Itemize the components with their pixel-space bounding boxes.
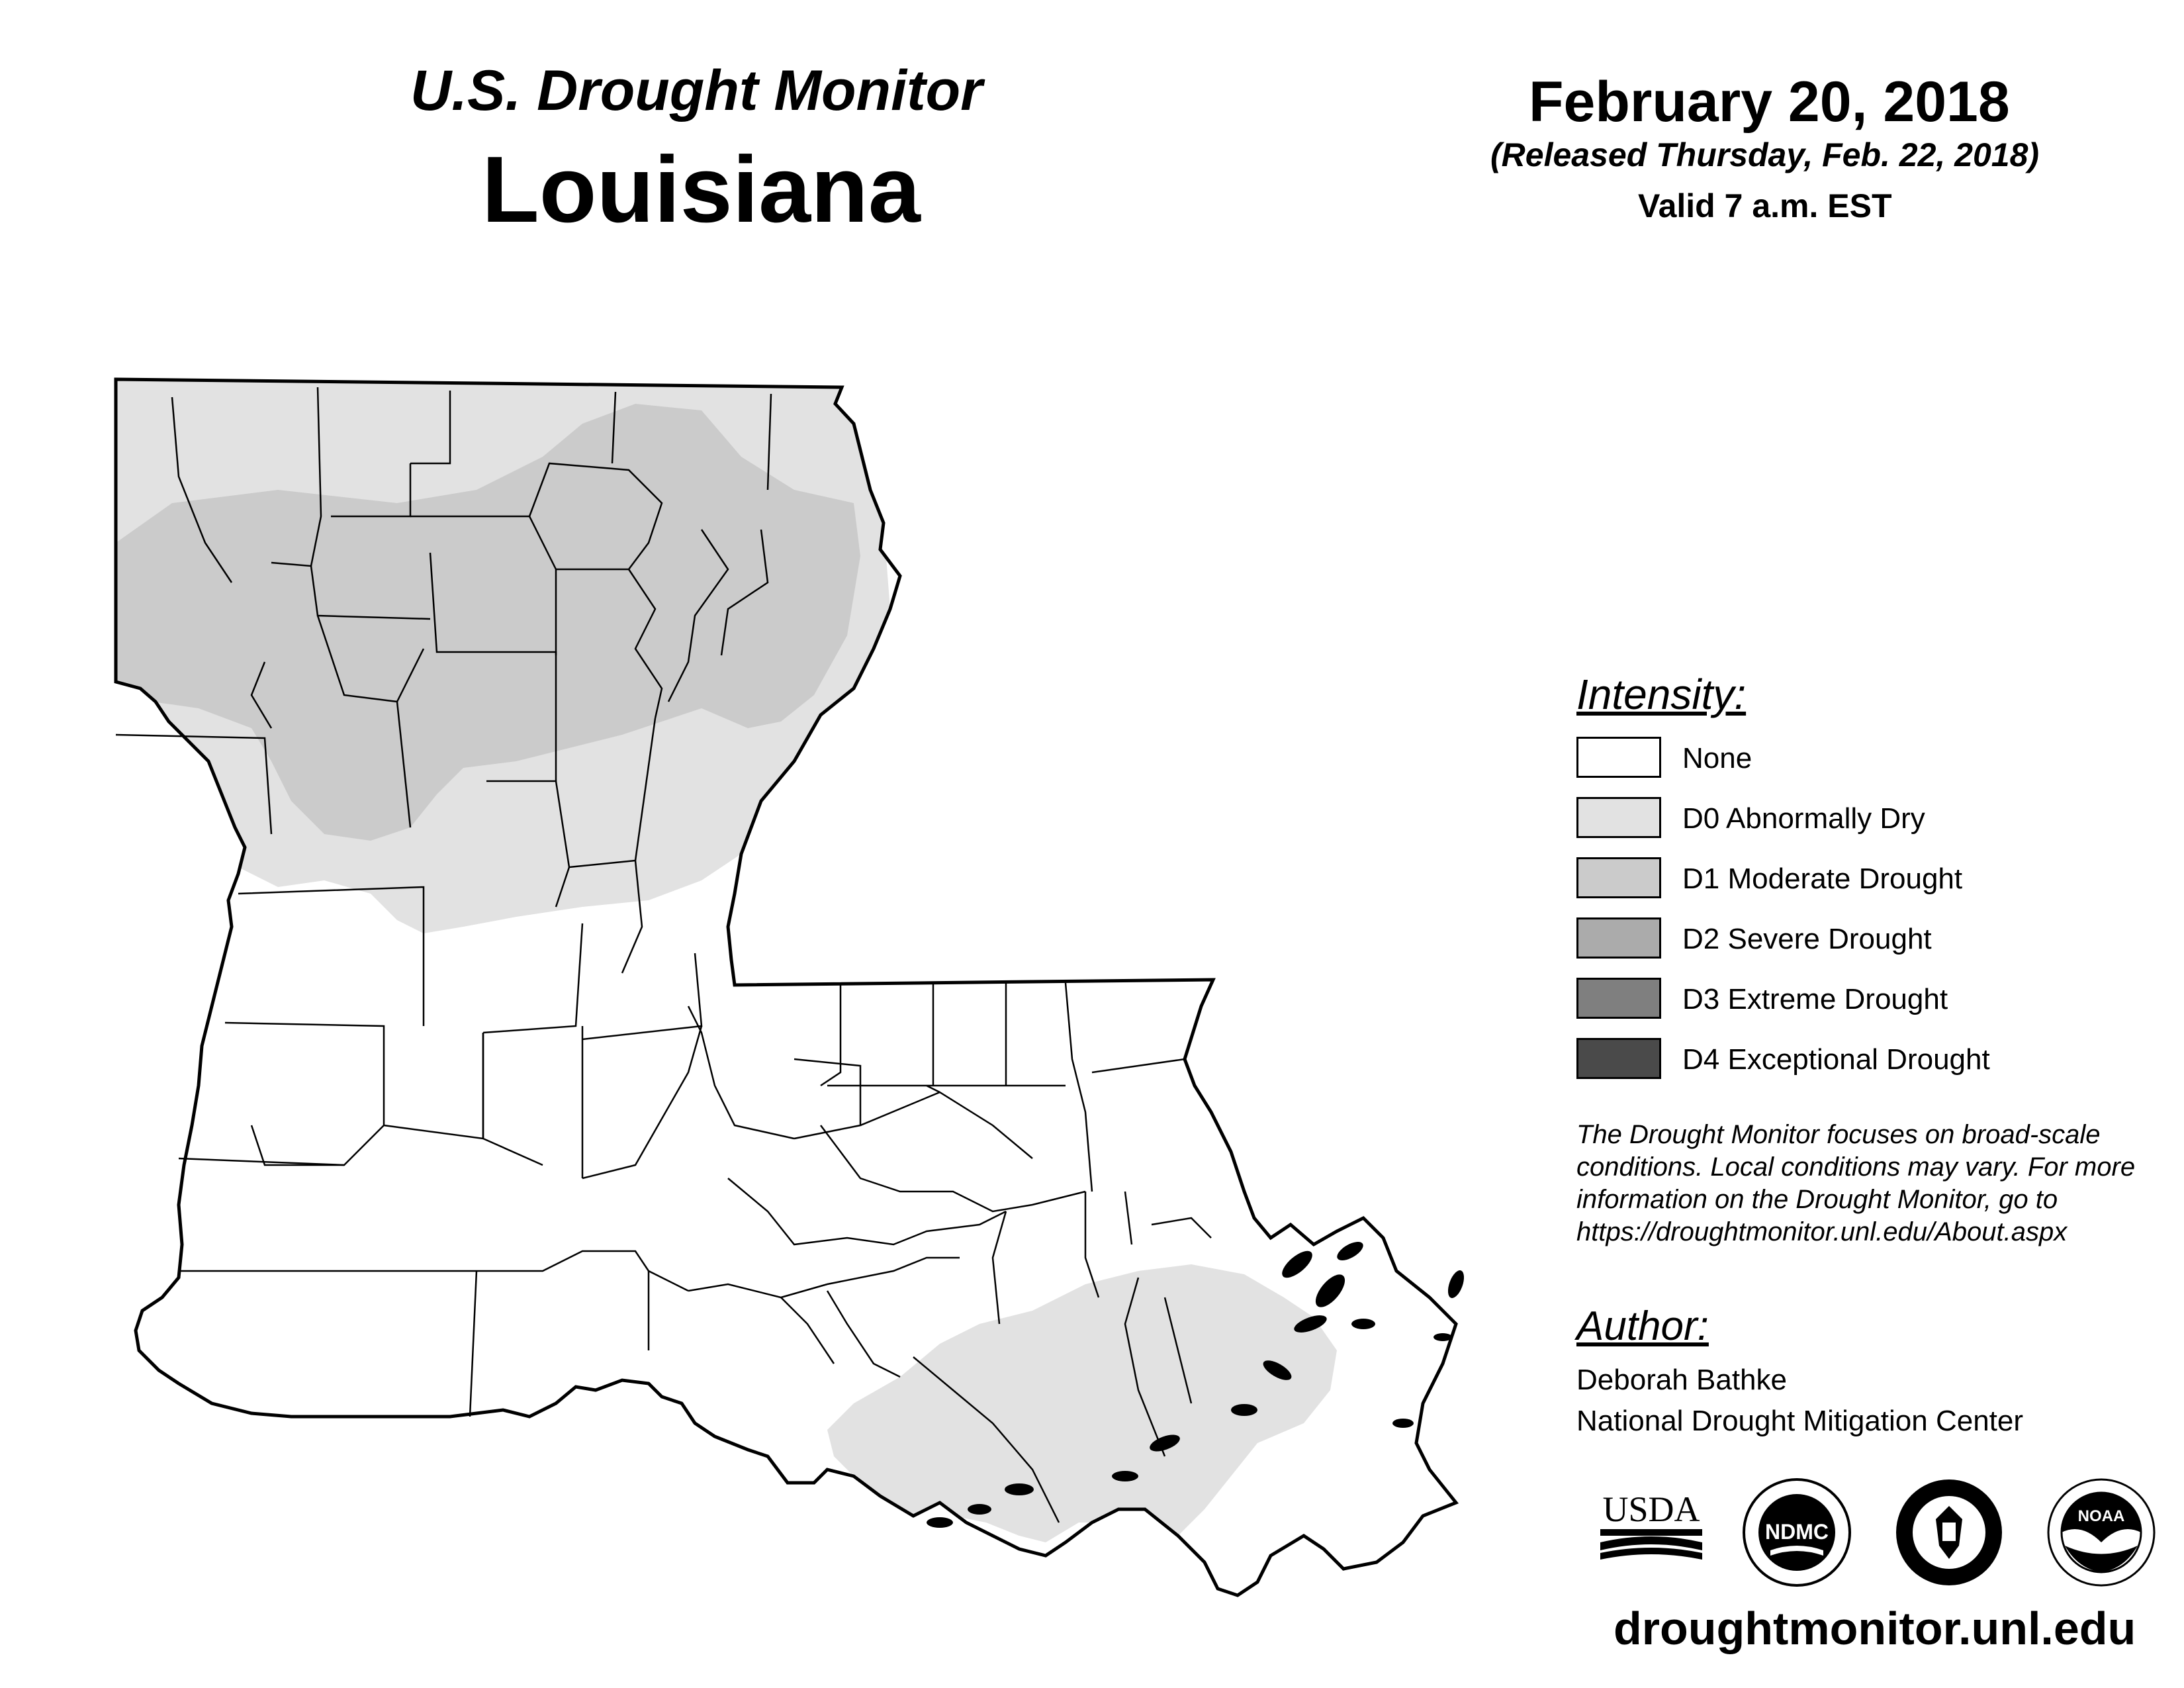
valid-time: Valid 7 a.m. EST xyxy=(1638,187,1892,224)
noaa-logo-text: NOAA xyxy=(2077,1507,2125,1525)
state-title: Louisiana xyxy=(482,137,921,242)
legend-label: D1 Moderate Drought xyxy=(1682,863,1963,895)
noaa-logo xyxy=(2045,1476,2158,1589)
ndmc-logo xyxy=(1741,1476,1853,1589)
legend-label: D2 Severe Drought xyxy=(1682,923,1932,955)
disclaimer-link[interactable]: https://droughtmonitor.unl.edu/About.aspx xyxy=(1576,1217,2068,1246)
legend-swatch-d0 xyxy=(1576,797,1661,838)
author-name: Deborah Bathke xyxy=(1576,1364,1787,1396)
legend-swatch-d2 xyxy=(1576,917,1661,959)
usda-logo-text: USDA xyxy=(1602,1489,1700,1529)
disclaimer-text xyxy=(1576,1119,2172,1248)
legend-label: D3 Extreme Drought xyxy=(1682,983,1948,1015)
website-url[interactable]: droughtmonitor.unl.edu xyxy=(1614,1603,2136,1654)
doc-seal-logo xyxy=(1893,1476,2005,1589)
legend-swatch-d4 xyxy=(1576,1038,1661,1079)
disclaimer-line: conditions. Local conditions may vary. For more xyxy=(1576,1152,2136,1182)
disclaimer-line: The Drought Monitor focuses on broad-scale xyxy=(1576,1120,2101,1149)
legend-swatch-none xyxy=(1576,737,1661,778)
usda-logo xyxy=(1595,1489,1707,1562)
legend-title: Intensity: xyxy=(1576,671,1747,718)
map-title: U.S. Drought Monitor xyxy=(410,59,983,122)
ndmc-logo-text: NDMC xyxy=(1765,1520,1829,1544)
legend-label: D4 Exceptional Drought xyxy=(1682,1043,1990,1076)
author-title: Author: xyxy=(1576,1303,1709,1349)
legend-label: None xyxy=(1682,742,1752,774)
map-date: February 20, 2018 xyxy=(1529,70,2010,134)
legend-swatch-d3 xyxy=(1576,978,1661,1019)
legend-label: D0 Abnormally Dry xyxy=(1682,802,1925,835)
legend-swatch-d1 xyxy=(1576,857,1661,898)
disclaimer-line: information on the Drought Monitor, go to xyxy=(1576,1185,2058,1214)
author-organization: National Drought Mitigation Center xyxy=(1576,1405,2024,1437)
release-date: (Released Thursday, Feb. 22, 2018) xyxy=(1490,136,2040,173)
